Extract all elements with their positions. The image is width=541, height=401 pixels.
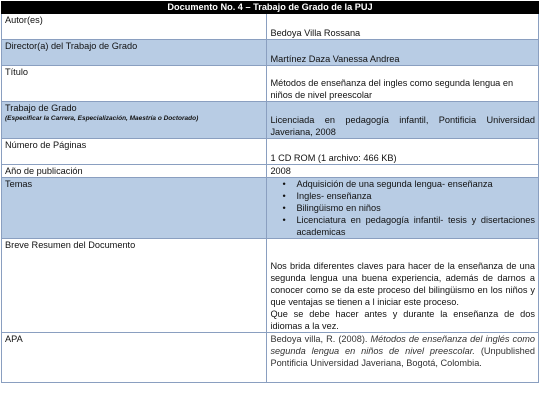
apa-author: Bedoya villa, R. (2008).: [270, 334, 371, 344]
list-item: • Adquisición de una segunda lengua- enseñanza: [296, 178, 535, 190]
value-trabajo: Licenciada en pedagogía infantil, Pontificia Universidad Javeriana, 2008: [267, 102, 539, 139]
value-resumen: [267, 239, 539, 333]
label-temas: Temas: [2, 178, 267, 239]
temas-list: [270, 178, 535, 238]
document-sheet: [1, 1, 539, 383]
value-director: Martínez Daza Vanessa Andrea: [267, 40, 539, 66]
label-director: Director(a) del Trabajo de Grado: [2, 40, 267, 66]
resumen-paragraph-1: Nos brida diferentes claves para hacer de la enseñanza de una segunda lengua una buena experiencia, además de darnos a conocer como se da este proceso del bilingüismo en los niños y que ventajas se tienen a l iniciar este proceso.: [270, 261, 535, 307]
label-trabajo: Trabajo de Grado: [5, 103, 77, 113]
row-anio: [2, 165, 539, 178]
row-apa: [2, 333, 539, 383]
row-paginas: [2, 139, 539, 165]
label-paginas: Número de Páginas: [2, 139, 267, 165]
value-paginas: 1 CD ROM (1 archivo: 466 KB): [267, 139, 539, 165]
label-anio: Año de publicación: [2, 165, 267, 178]
apa-title: Métodos de enseñanza del inglés como segunda lengua en niños de nivel preescolar.: [270, 334, 535, 356]
label-resumen: Breve Resumen del Documento: [2, 239, 267, 333]
label-autor: Autor(es): [2, 14, 267, 40]
note-trabajo: (Especificar la Carrera, Especialización, Maestría o Doctorado): [5, 115, 199, 122]
apa-publisher: (Unpublished Pontificia Universidad Javeriana, Bogotá, Colombia.: [270, 346, 535, 368]
value-apa: [267, 333, 539, 383]
value-temas: [267, 178, 539, 239]
list-item: • Bilingüismo en niños: [296, 202, 535, 214]
row-resumen: [2, 239, 539, 333]
row-autor: [2, 14, 539, 40]
value-autor: Bedoya Villa Rossana: [267, 14, 539, 40]
list-item: • Licenciatura en pedagogía infantil- tesis y disertaciones academicas: [296, 214, 535, 238]
label-titulo: Título: [2, 66, 267, 102]
value-titulo: Métodos de enseñanza del ingles como segunda lengua en niños de nivel preescolar: [267, 66, 539, 102]
document-title: Documento No. 4 – Trabajo de Grado de la PUJ: [2, 2, 539, 14]
row-trabajo: [2, 102, 539, 139]
cell-trabajo-label: [2, 102, 267, 139]
label-apa: APA: [2, 333, 267, 383]
document-table: [1, 1, 539, 383]
resumen-paragraph-2: Que se debe hacer antes y durante la enseñanza de dos idiomas a la vez.: [270, 309, 535, 331]
value-anio: 2008: [267, 165, 539, 178]
row-temas: [2, 178, 539, 239]
list-item: • Ingles- enseñanza: [296, 190, 535, 202]
table-header-row: [2, 2, 539, 14]
row-titulo: [2, 66, 539, 102]
row-director: [2, 40, 539, 66]
